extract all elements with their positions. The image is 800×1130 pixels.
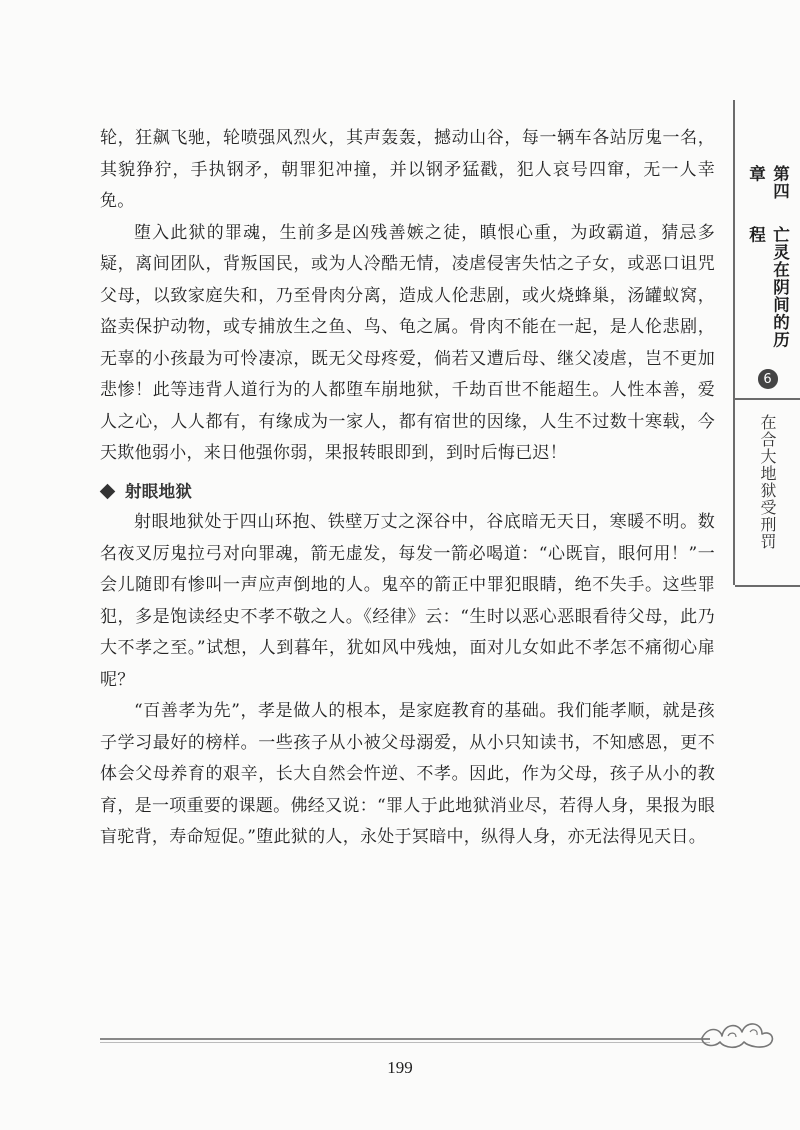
section-label: 在合大地狱受刑罚 xyxy=(758,414,777,550)
chapter-label: 第四章 xyxy=(746,165,790,200)
chapter-title: 亡灵在阴间的历程 xyxy=(746,226,790,349)
cloud-ornament-icon xyxy=(698,1012,778,1052)
footer-rule xyxy=(100,1038,710,1040)
section-tab xyxy=(735,400,800,585)
chapter-tab xyxy=(735,165,800,395)
chapter-number-badge: 6 xyxy=(758,369,778,389)
section-heading xyxy=(100,476,715,508)
paragraph-sinners: 堕入此狱的罪魂，生前多是凶残善嫉之徒，瞋恨心重，为政霸道，猜忌多疑，离间团队，背叛国民，或为人冷酷无情，凌虐侵害失怙之子女，或恶口诅咒父母，以致家庭失和，乃至骨肉分离，造成人伦悲剧，或火烧蜂巢，汤罐蚁窝，盗卖保护动物，或专捕放生之鱼、鸟、龟之属。骨肉不能在一起，是人伦悲剧，无辜的小孩最为可怜凄凉，既无父母疼爱，倘若又遭后母、继父凌虐，岂不更加悲惨！此等违背人道行为的人都堕车崩地狱，千劫百世不能超生。人性本善，爱人之心，人人都有，有缘成为一家人，都有宿世的因缘，人生不过数十寒载，今天欺他弱小，来日他强你弱，果报转眼即到，到时后悔已迟！ xyxy=(100,222,715,463)
page-number: 199 xyxy=(387,1058,413,1077)
paragraph-continued: 轮，狂飙飞驰，轮喷强风烈火，其声轰轰，撼动山谷，每一辆车各站厉鬼一名，其貌狰狞，手执钢矛，朝罪犯冲撞，并以钢矛猛戳，犯人哀号四窜，无一人幸免。 xyxy=(100,128,715,211)
sidebar-divider-bottom xyxy=(735,585,800,587)
diamond-bullet-icon xyxy=(100,483,116,499)
section-title: 射眼地狱 xyxy=(125,481,193,501)
footer-rule-thin xyxy=(100,1042,710,1043)
body-text xyxy=(100,123,715,854)
paragraph-shooting-eye-hell: 射眼地狱处于四山环抱、铁壁万丈之深谷中，谷底暗无天日，寒暖不明。数名夜叉厉鬼拉弓对向罪魂，箭无虚发，每发一箭必喝道：“心既盲，眼何用！”一会儿随即有惨叫一声应声倒地的人。鬼卒的箭正中罪犯眼睛，绝不失手。这些罪犯，多是饱读经史不孝不敬之人。《经律》云：“生时以恶心恶眼看待父母，此乃大不孝之至。”试想，人到暮年，犹如风中残烛，面对儿女如此不孝怎不痛彻心扉呢？ xyxy=(100,512,715,690)
paragraph-filial-piety: “百善孝为先”，孝是做人的根本，是家庭教育的基础。我们能孝顺，就是孩子学习最好的榜样。一些孩子从小被父母溺爱，从小只知读书，不知感恩，更不体会父母养育的艰辛，长大自然会忤逆、不孝。因此，作为父母，孩子从小的教育，是一项重要的课题。佛经又说：“罪人于此地狱消业尽，若得人身，果报为眼盲驼背，寿命短促。”堕此狱的人，永处于冥暗中，纵得人身，亦无法得见天日。 xyxy=(100,701,715,847)
